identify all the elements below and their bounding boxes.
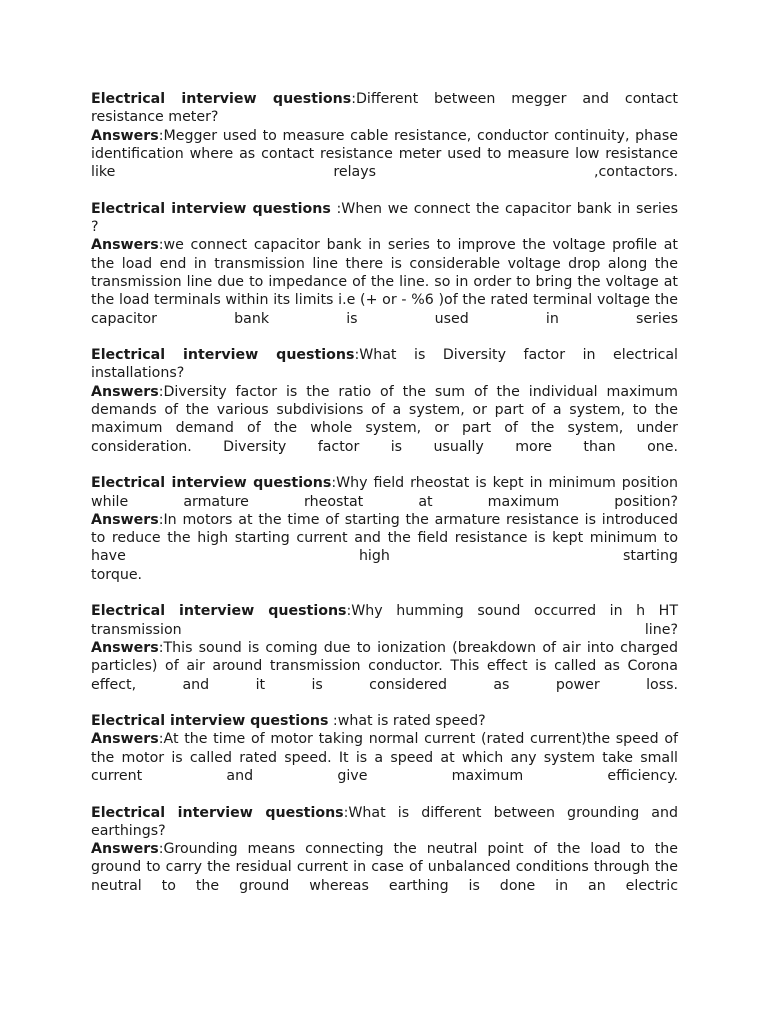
question-separator: : (328, 713, 338, 730)
answer-label: Answers (91, 731, 159, 748)
answer-text: Diversity factor is the ratio of the sum of the individual maximum demands of the various subdivisions of a system, or part of a system, to the maximum demand of the whole system, or part of the system, under consideration. Diversity factor is usually more than one. (91, 383, 678, 455)
answer-tail-text: torque. (91, 566, 143, 583)
answer-text: In motors at the time of starting the armature resistance is introduced to reduce the high starting current and the field resistance is kept minimum to have high starting (91, 511, 678, 565)
answer-paragraph: Answers:This sound is coming due to ionization (breakdown of air into charged particles) of air around transmission conductor. This effect is called as Corona effect, and it is considered as power loss. (91, 639, 678, 693)
answer-text: This sound is coming due to ionization (breakdown of air into charged particles) of air around transmission conductor. This effect is called as Corona effect, and it is considered as power loss. (91, 639, 678, 693)
answer-text: we connect capacitor bank in series to improve the voltage profile at the load end in transmission line there is considerable voltage drop along the transmission line due to impedance of the line. so in order to bring the voltage at the load terminals within its limits i.e (+ or - %6 )of the rated terminal voltage the capacitor bank is used in series (91, 237, 678, 327)
answer-paragraph: Answers:Grounding means connecting the neutral point of the load to the ground to carry the residual current in case of unbalanced conditions through the neutral to the ground whereas earthing is done in an electric (91, 841, 678, 894)
answer-label: Answers (91, 127, 159, 144)
qa-item (91, 474, 678, 584)
answer-paragraph: Answers:we connect capacitor bank in series to improve the voltage profile at the load end in transmission line there is considerable voltage drop along the transmission line due to impedance of the line. so in order to bring the voltage at the load terminals within its limits i.e (+ or - %6 )of the rated terminal voltage the capacitor bank is used in series (91, 237, 678, 327)
question-label: Electrical interview questions (91, 804, 344, 821)
question-text: Why field rheostat is kept in minimum position while armature rheostat at maximum position? (91, 475, 679, 510)
answer-paragraph: Answers:In motors at the time of starting the armature resistance is introduced to reduce the high starting current and the field resistance is kept minimum to have high starting (91, 511, 678, 565)
answer-label: Answers (91, 511, 159, 528)
question-paragraph (91, 90, 678, 127)
answer-label: Answers (91, 841, 159, 858)
question-separator: : (346, 603, 352, 620)
question-label: Electrical interview questions (91, 200, 331, 217)
question-paragraph (91, 804, 678, 841)
question-separator: : (351, 91, 356, 107)
question-text: Different between megger and contact resistance meter? (91, 91, 678, 126)
answer-text: Grounding means connecting the neutral point of the load to the ground to carry the residual current in case of unbalanced conditions through the neutral to the ground whereas earthing is done in an electric (91, 841, 678, 894)
question-label: Electrical interview questions (91, 347, 355, 364)
question-text: what is rated speed? (337, 713, 486, 730)
qa-item (91, 712, 678, 785)
answer-text: At the time of motor taking normal current (rated current)the speed of the motor is called rated speed. It is a speed at which any system take small current and give maximum efficiency. (91, 731, 678, 784)
answer-text: Megger used to measure cable resistance, conductor continuity, phase identification where as contact resistance meter used to measure low resistance like relays ,contactors. (91, 127, 678, 181)
question-label: Electrical interview questions (91, 713, 329, 730)
question-separator: : (343, 804, 349, 821)
document-page (91, 90, 678, 913)
question-text: Why humming sound occurred in h HT transmission line? (91, 603, 678, 638)
qa-item (91, 90, 678, 181)
qa-item (91, 804, 678, 895)
question-separator: : (330, 200, 342, 217)
question-paragraph (91, 712, 678, 730)
question-paragraph (91, 602, 678, 639)
question-paragraph (91, 200, 678, 237)
question-paragraph (91, 474, 678, 511)
question-text: When we connect the capacitor bank in series ? (91, 200, 678, 236)
question-text: What is Diversity factor in electrical installations? (91, 347, 678, 382)
qa-item (91, 602, 678, 693)
question-label: Electrical interview questions (91, 91, 352, 107)
question-text: What is different between grounding and earthings? (91, 804, 678, 839)
question-separator: : (354, 347, 360, 364)
answer-paragraph: Answers:Diversity factor is the ratio of the sum of the individual maximum demands of the various subdivisions of a system, or part of a system, to the maximum demand of the whole system, or part of the system, under consideration. Diversity factor is usually more than one. (91, 383, 678, 455)
answer-label: Answers (91, 639, 159, 656)
question-paragraph (91, 346, 678, 383)
answer-label: Answers (91, 383, 159, 400)
qa-item (91, 200, 678, 328)
question-label: Electrical interview questions (91, 603, 347, 620)
answer-paragraph: Answers:Megger used to measure cable resistance, conductor continuity, phase identification where as contact resistance meter used to measure low resistance like relays ,contactors. (91, 127, 678, 181)
qa-item (91, 346, 678, 456)
answer-paragraph: Answers:At the time of motor taking normal current (rated current)the speed of the motor is called rated speed. It is a speed at which any system take small current and give maximum efficiency. (91, 731, 678, 784)
question-separator: : (331, 475, 337, 492)
question-label: Electrical interview questions (91, 475, 332, 492)
answer-label: Answers (91, 237, 159, 254)
answer-tail (91, 566, 678, 584)
